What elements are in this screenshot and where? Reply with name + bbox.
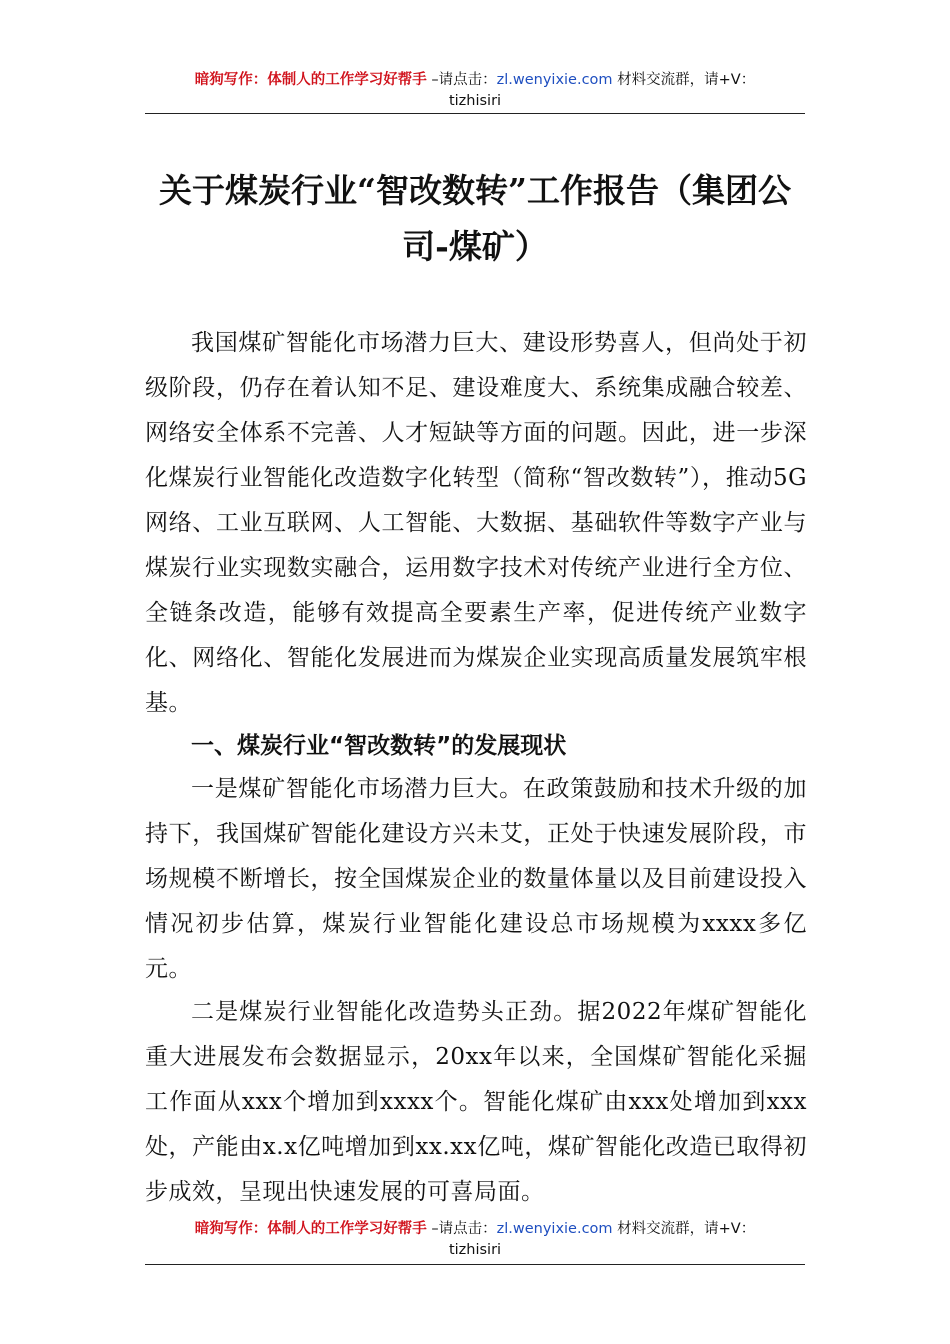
banner-slogan: 暗狗写作：体制人的工作学习好帮手 <box>194 1221 427 1237</box>
banner-prompt: –请点击： <box>426 72 497 88</box>
banner-wechat-id: tizhisiri <box>448 93 502 109</box>
document-title: 关于煤炭行业“智改数转”工作报告（集团公司-煤矿） <box>159 171 791 266</box>
section-heading: 一、煤炭行业“智改数转”的发展现状 <box>191 733 567 759</box>
banner-link[interactable]: zl.wenyixie.com <box>496 72 613 88</box>
body-paragraph-2: 二是煤炭行业智能化改造势头正劲。据2022年煤矿智能化重大进展发布会数据显示，20xx年以来，全国煤矿智能化采掘工作面从xxx个增加到xxxx个。智能化煤矿由xxx处增加到xxx处，产能由x.x亿吨增加到xx.xx亿吨，煤矿智能化改造已取得初步成效，呈现出快速发展的可喜局面。 <box>145 999 807 1205</box>
banner-prompt: –请点击： <box>426 1221 497 1237</box>
header-banner <box>145 70 805 112</box>
banner-group-note: 材料交流群，请+V： <box>612 72 756 88</box>
banner-group-note: 材料交流群，请+V： <box>612 1221 756 1237</box>
banner-wechat-id: tizhisiri <box>448 1242 502 1258</box>
banner-link[interactable]: zl.wenyixie.com <box>496 1221 613 1237</box>
intro-paragraph: 我国煤矿智能化市场潜力巨大、建设形势喜人，但尚处于初级阶段，仍存在着认知不足、建设难度大、系统集成融合较差、网络安全体系不完善、人才短缺等方面的问题。因此，进一步深化煤炭行业智能化改造数字化转型（简称“智改数转”），推动5G网络、工业互联网、人工智能、大数据、基础软件等数字产业与煤炭行业实现数实融合，运用数字技术对传统产业进行全方位、全链条改造，能够有效提高全要素生产率，促进传统产业数字化、网络化、智能化发展进而为煤炭企业实现高质量发展筑牢根基。 <box>145 330 807 716</box>
body-paragraph-1: 一是煤矿智能化市场潜力巨大。在政策鼓励和技术升级的加持下，我国煤矿智能化建设方兴未艾，正处于快速发展阶段，市场规模不断增长，按全国煤炭企业的数量体量以及目前建设投入情况初步估算，煤炭行业智能化建设总市场规模为xxxx多亿元。 <box>145 776 807 982</box>
footer-banner <box>145 1219 805 1261</box>
header-divider <box>145 113 805 114</box>
footer-divider <box>145 1264 805 1265</box>
banner-slogan: 暗狗写作：体制人的工作学习好帮手 <box>194 72 427 88</box>
